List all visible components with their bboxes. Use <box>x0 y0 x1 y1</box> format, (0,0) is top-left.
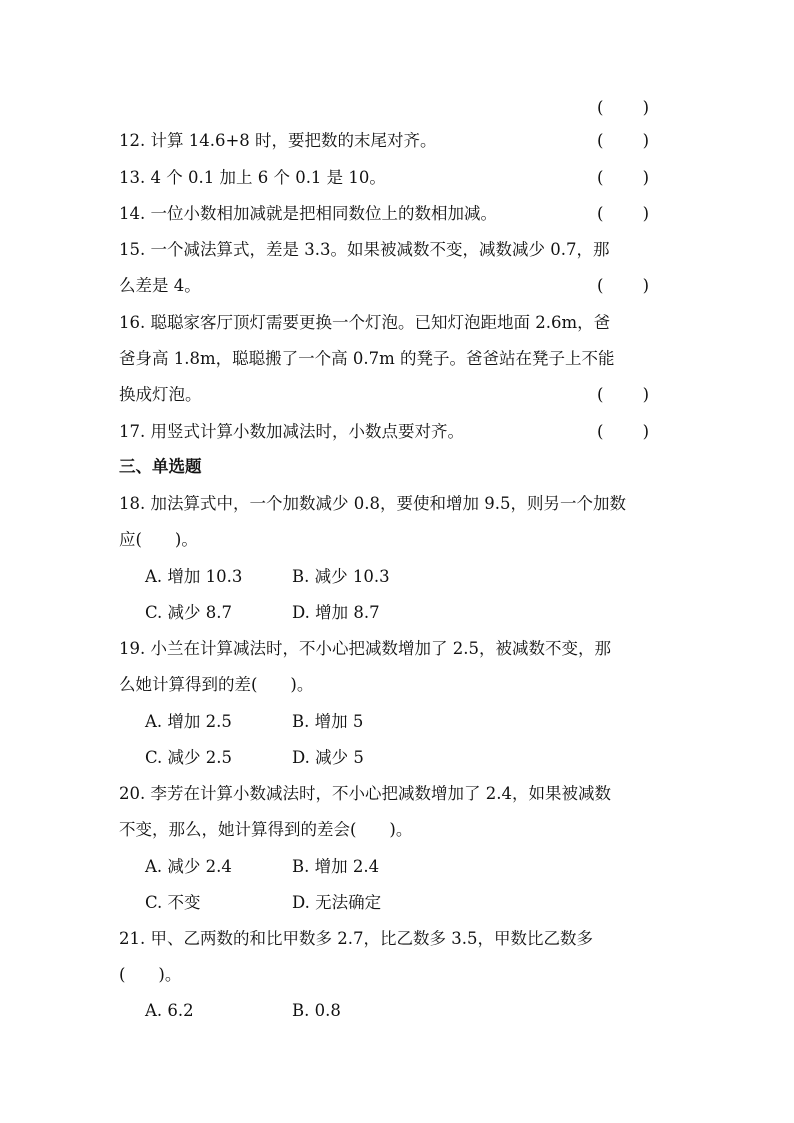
answer-paren-q17: ( ) <box>597 422 649 441</box>
question-16-line-3: 换成灯泡。 <box>119 385 202 404</box>
answer-paren-q12: ( ) <box>597 131 649 150</box>
option-21-b: B. 0.8 <box>292 1001 341 1020</box>
question-16-line-2: 爸身高 1.8m，聪聪搬了一个高 0.7m 的凳子。爸爸站在凳子上不能 <box>119 349 615 368</box>
question-15-line-1: 15. 一个减法算式，差是 3.3。如果被减数不变，减数减少 0.7，那 <box>119 240 610 259</box>
answer-paren-q11: ( ) <box>597 98 649 117</box>
question-19-line-1: 19. 小兰在计算减法时，不小心把减数增加了 2.5，被减数不变，那 <box>119 639 611 658</box>
option-21-a: A. 6.2 <box>145 1001 194 1020</box>
question-17: 17. 用竖式计算小数加减法时，小数点要对齐。 <box>119 422 464 441</box>
option-19-c: C. 减少 2.5 <box>145 748 233 767</box>
question-18-line-2: 应( )。 <box>119 530 198 549</box>
option-18-b: B. 减少 10.3 <box>292 567 390 586</box>
question-16-line-1: 16. 聪聪家客厅顶灯需要更换一个灯泡。已知灯泡距地面 2.6m，爸 <box>119 313 611 332</box>
option-19-b: B. 增加 5 <box>292 712 364 731</box>
question-19-line-2: 么她计算得到的差( )。 <box>119 675 314 694</box>
option-20-b: B. 增加 2.4 <box>292 857 380 876</box>
question-20-line-2: 不变，那么，她计算得到的差会( )。 <box>119 820 413 839</box>
answer-paren-q14: ( ) <box>597 204 649 223</box>
option-18-d: D. 增加 8.7 <box>292 603 380 622</box>
question-18-line-1: 18. 加法算式中，一个加数减少 0.8，要使和增加 9.5，则另一个加数 <box>119 494 626 513</box>
question-20-line-1: 20. 李芳在计算小数减法时，不小心把减数增加了 2.4，如果被减数 <box>119 784 611 803</box>
answer-paren-q13: ( ) <box>597 168 649 187</box>
question-14: 14. 一位小数相加减就是把相同数位上的数相加减。 <box>119 204 497 223</box>
option-19-a: A. 增加 2.5 <box>145 712 232 731</box>
question-21-line-2: ( )。 <box>119 965 182 984</box>
answer-paren-q16: ( ) <box>597 385 649 404</box>
option-20-d: D. 无法确定 <box>292 893 382 912</box>
option-20-c: C. 不变 <box>145 893 201 912</box>
option-18-c: C. 减少 8.7 <box>145 603 233 622</box>
option-18-a: A. 增加 10.3 <box>145 567 243 586</box>
option-19-d: D. 减少 5 <box>292 748 364 767</box>
question-12: 12. 计算 14.6+8 时，要把数的末尾对齐。 <box>119 131 437 150</box>
question-21-line-1: 21. 甲、乙两数的和比甲数多 2.7，比乙数多 3.5，甲数比乙数多 <box>119 929 593 948</box>
option-20-a: A. 减少 2.4 <box>145 857 232 876</box>
question-13: 13. 4 个 0.1 加上 6 个 0.1 是 10。 <box>119 168 386 187</box>
answer-paren-q15: ( ) <box>597 276 649 295</box>
question-15-line-2: 么差是 4。 <box>119 276 201 295</box>
section-heading-single-choice: 三、单选题 <box>119 457 202 476</box>
